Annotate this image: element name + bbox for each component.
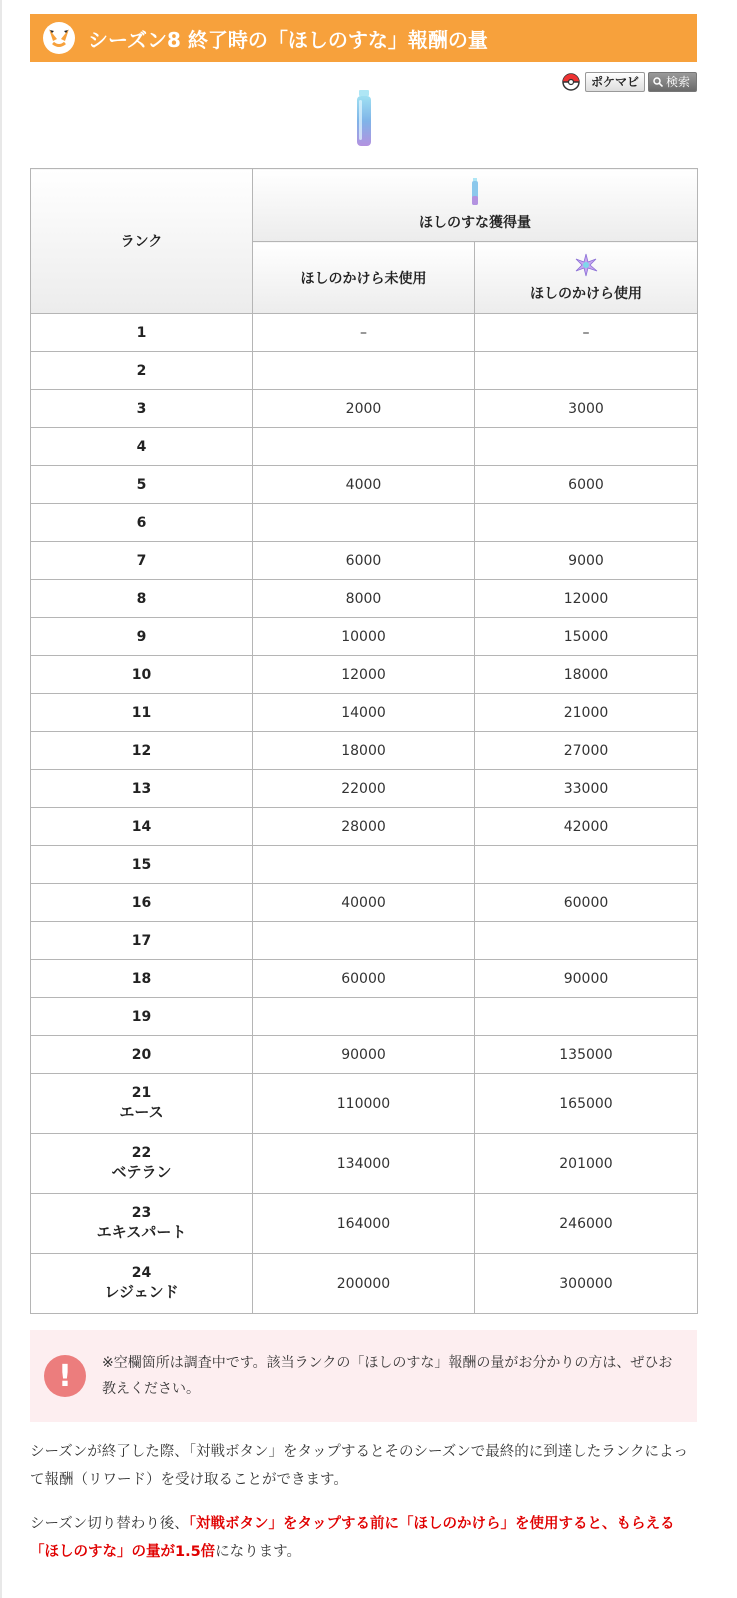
rank-number: 23: [131, 1205, 152, 1221]
pikachu-ears-icon: [42, 21, 76, 55]
amount-without-piece-cell: 110000: [253, 1074, 475, 1134]
amount-without-piece-cell: 18000: [253, 732, 475, 770]
table-row: [31, 998, 698, 1036]
amount-with-piece-cell: 9000: [475, 542, 698, 580]
rank-cell: [31, 1036, 253, 1074]
table-row: [31, 352, 698, 390]
rank-cell: [31, 1074, 253, 1134]
amount-with-piece-cell: [475, 922, 698, 960]
rank-cell: [31, 390, 253, 428]
rank-cell: [31, 770, 253, 808]
search-icon: [653, 77, 663, 87]
rank-cell: [31, 1194, 253, 1254]
amount-without-piece-cell: 12000: [253, 656, 475, 694]
rank-cell: [31, 846, 253, 884]
amount-without-piece-cell: [253, 846, 475, 884]
rank-number: 22: [131, 1145, 152, 1161]
amount-without-piece-cell: [253, 998, 475, 1036]
rank-title: レジェンド: [104, 1283, 179, 1301]
tip-text-after: になります。: [215, 1544, 302, 1560]
amount-with-piece-cell: 60000: [475, 884, 698, 922]
amount-with-piece-cell: [475, 352, 698, 390]
rank-number: 4: [136, 438, 147, 455]
table-row: [31, 922, 698, 960]
rank-cell: [31, 580, 253, 618]
content: [30, 14, 697, 1566]
amount-with-piece-cell: 90000: [475, 960, 698, 998]
amount-without-piece-cell: –: [253, 314, 475, 352]
amount-with-piece-cell: 33000: [475, 770, 698, 808]
search-button[interactable]: [648, 72, 697, 92]
exclamation-icon: !: [44, 1355, 86, 1397]
amount-with-piece-cell: 6000: [475, 466, 698, 504]
table-row: [31, 314, 698, 352]
rank-cell: [31, 960, 253, 998]
rank-number: 2: [136, 362, 147, 379]
rank-cell: [31, 808, 253, 846]
amount-without-piece-cell: 10000: [253, 618, 475, 656]
rank-cell: [31, 618, 253, 656]
rank-number: 8: [136, 590, 147, 607]
table-row: [31, 1036, 698, 1074]
amount-with-piece-cell: 21000: [475, 694, 698, 732]
rank-number: 9: [136, 628, 147, 645]
rank-number: 3: [136, 400, 147, 417]
rank-cell: [31, 314, 253, 352]
amount-without-piece-cell: 60000: [253, 960, 475, 998]
rank-title: ベテラン: [111, 1163, 172, 1181]
amount-without-piece-cell: 6000: [253, 542, 475, 580]
amount-without-piece-cell: 22000: [253, 770, 475, 808]
rank-number: 19: [131, 1008, 152, 1025]
amount-without-piece-cell: 2000: [253, 390, 475, 428]
table-row: [31, 846, 698, 884]
amount-with-piece-cell: 135000: [475, 1036, 698, 1074]
rank-number: 10: [131, 666, 152, 683]
without-stardust-piece-header: ほしのかけら未使用: [253, 242, 475, 314]
rank-cell: [31, 1134, 253, 1194]
stardust-reward-table: [30, 168, 698, 1314]
investigation-notice: [30, 1330, 697, 1422]
table-row: [31, 732, 698, 770]
with-stardust-piece-label: ほしのかけら使用: [530, 285, 642, 302]
table-row: [31, 428, 698, 466]
rank-cell: [31, 694, 253, 732]
table-row: [31, 808, 698, 846]
amount-with-piece-cell: 246000: [475, 1194, 698, 1254]
rank-cell: [31, 998, 253, 1036]
table-row: [31, 1194, 698, 1254]
amount-with-piece-cell: [475, 428, 698, 466]
rank-cell: [31, 922, 253, 960]
rank-number: 14: [131, 818, 152, 835]
table-row: [31, 960, 698, 998]
table-row: [31, 884, 698, 922]
table-row: [31, 1134, 698, 1194]
amount-with-piece-cell: 3000: [475, 390, 698, 428]
table-row: [31, 580, 698, 618]
table-body: [31, 314, 698, 1314]
rank-number: 12: [131, 742, 152, 759]
amount-with-piece-cell: [475, 846, 698, 884]
rank-cell: [31, 466, 253, 504]
amount-with-piece-cell: 300000: [475, 1254, 698, 1314]
rank-cell: [31, 504, 253, 542]
rank-number: 7: [136, 552, 147, 569]
amount-with-piece-cell: [475, 504, 698, 542]
rank-number: 21: [131, 1085, 152, 1101]
amount-without-piece-cell: 164000: [253, 1194, 475, 1254]
amount-without-piece-cell: 28000: [253, 808, 475, 846]
amount-with-piece-cell: 165000: [475, 1074, 698, 1134]
reward-description-paragraph: シーズンが終了した際、「対戦ボタン」をタップするとそのシーズンで最終的に到達したランクによって報酬（リワード）を受け取ることができます。: [30, 1444, 689, 1488]
rank-cell: [31, 732, 253, 770]
rank-title: エキスパート: [96, 1223, 187, 1241]
table-row: [31, 542, 698, 580]
stardust-amount-header: [253, 169, 698, 242]
amount-without-piece-cell: [253, 504, 475, 542]
table-row: [31, 466, 698, 504]
rank-cell: [31, 428, 253, 466]
rank-number: 18: [131, 970, 152, 987]
amount-with-piece-cell: 42000: [475, 808, 698, 846]
amount-without-piece-cell: 4000: [253, 466, 475, 504]
table-row: [31, 1254, 698, 1314]
amount-with-piece-cell: 15000: [475, 618, 698, 656]
stardust-bottle-icon: [354, 90, 374, 148]
pokemabi-logo-icon: [562, 73, 580, 91]
stardust-amount-label: ほしのすな獲得量: [419, 215, 531, 231]
amount-without-piece-cell: 8000: [253, 580, 475, 618]
amount-without-piece-cell: 90000: [253, 1036, 475, 1074]
table-row: [31, 694, 698, 732]
amount-with-piece-cell: –: [475, 314, 698, 352]
rank-cell: [31, 884, 253, 922]
amount-with-piece-cell: 201000: [475, 1134, 698, 1194]
amount-without-piece-cell: [253, 922, 475, 960]
amount-without-piece-cell: [253, 428, 475, 466]
table-row: [31, 656, 698, 694]
tip-text-before: シーズン切り替わり後、: [30, 1516, 189, 1532]
tip-emphasis-text: 「対戦ボタン」をタップする前に「ほしのかけら」を使用すると、もらえる「ほしのすな」の量が1.5倍: [30, 1516, 675, 1560]
amount-with-piece-cell: 27000: [475, 732, 698, 770]
amount-without-piece-cell: 200000: [253, 1254, 475, 1314]
table-row: [31, 1074, 698, 1134]
notice-text: ※空欄箇所は調査中です。該当ランクの「ほしのすな」報酬の量がお分かりの方は、ぜひお教えください。: [102, 1355, 673, 1397]
amount-without-piece-cell: 40000: [253, 884, 475, 922]
rank-number: 16: [131, 894, 152, 911]
amount-without-piece-cell: 14000: [253, 694, 475, 732]
rank-number: 1: [136, 324, 147, 341]
amount-with-piece-cell: [475, 998, 698, 1036]
rank-number: 24: [131, 1265, 152, 1281]
rank-cell: [31, 656, 253, 694]
rank-number: 20: [131, 1046, 152, 1063]
rank-number: 15: [131, 856, 152, 873]
stardust-small-icon: [471, 178, 479, 206]
rank-number: 13: [131, 780, 152, 797]
rank-cell: [31, 1254, 253, 1314]
amount-with-piece-cell: 18000: [475, 656, 698, 694]
amount-with-piece-cell: 12000: [475, 580, 698, 618]
page-left-border: [0, 0, 2, 1598]
table-row: [31, 618, 698, 656]
amount-without-piece-cell: [253, 352, 475, 390]
rank-cell: [31, 352, 253, 390]
amount-without-piece-cell: 134000: [253, 1134, 475, 1194]
table-row: [31, 390, 698, 428]
rank-title: エース: [119, 1103, 164, 1121]
table-row: [31, 770, 698, 808]
search-button-label: 検索: [665, 75, 690, 89]
rank-number: 5: [136, 476, 147, 493]
rank-cell: [31, 542, 253, 580]
stardust-item-image: [30, 90, 697, 156]
table-row: [31, 504, 698, 542]
rank-number: 17: [131, 932, 152, 949]
with-stardust-piece-header: [475, 242, 698, 314]
rank-number: 6: [136, 514, 147, 531]
star-piece-tip-paragraph: [30, 1510, 697, 1566]
rank-header: ランク: [31, 169, 253, 314]
section-heading: [30, 14, 697, 62]
star-piece-icon: [574, 253, 598, 277]
pokemabi-button[interactable]: ポケマビ: [585, 72, 645, 92]
rank-number: 11: [131, 704, 152, 721]
section-title: シーズン8 終了時の「ほしのすな」報酬の量: [88, 27, 488, 52]
